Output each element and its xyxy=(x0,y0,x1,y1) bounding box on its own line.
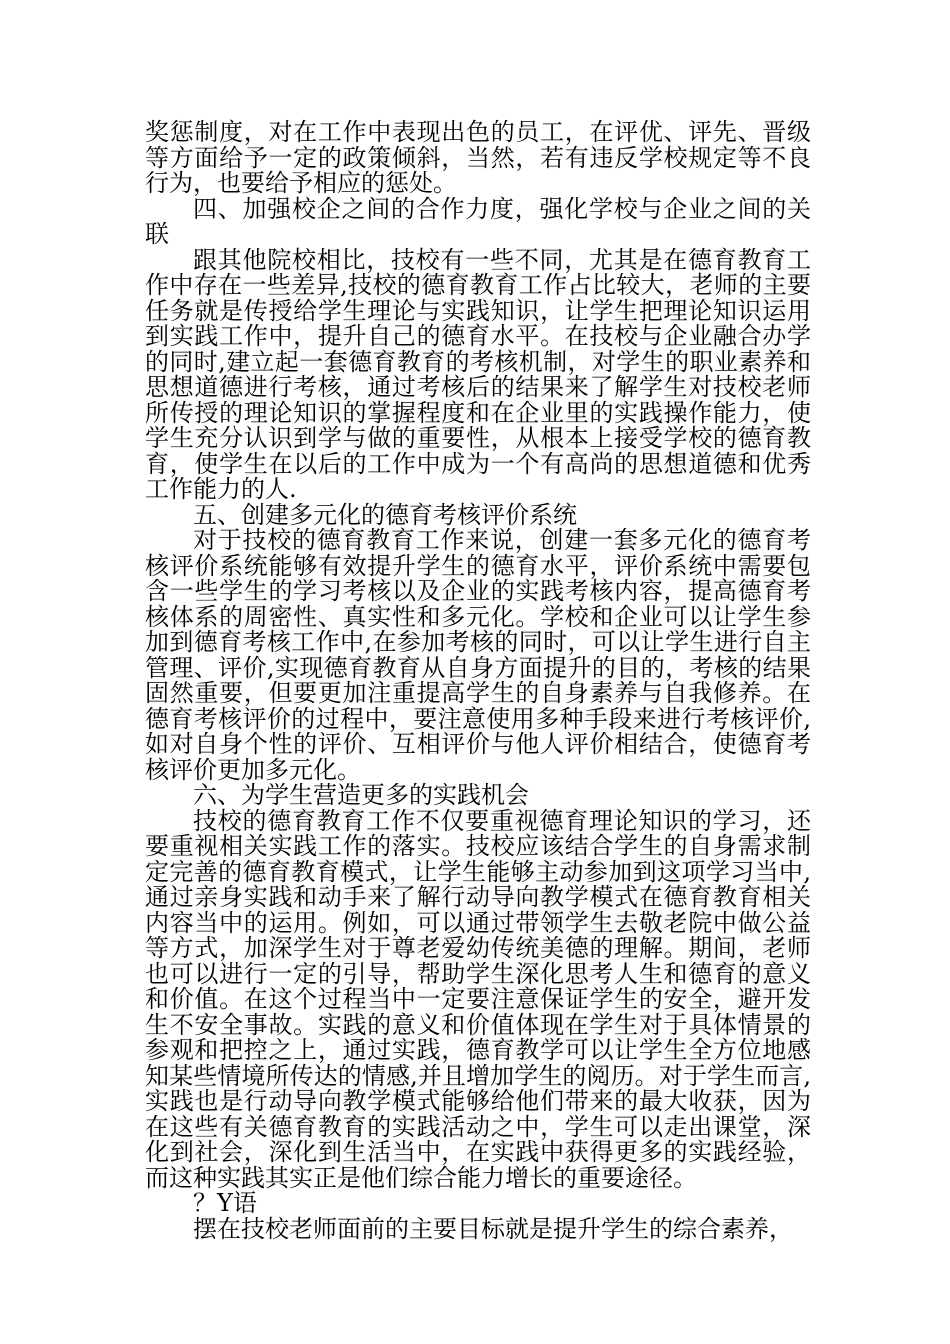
section-heading-5: 五、创建多元化的德育考核评价系统 xyxy=(193,500,577,529)
section-heading-4: 四、加强校企之间的合作力度，强化学校与企业之间的关联 xyxy=(145,194,811,248)
section-heading-conclusion: ？Y语 xyxy=(193,1189,257,1217)
paragraph-practice-opportunities: 技校的德育教育工作不仅要重视德育理论知识的学习，还要重视相关实践工作的落实。技校应该结合学生的自身需求制定完善的德育教育模式，让学生能够主动参加到这项学习当中,通过亲身实践和动手来了解行动导向教学模式在德育教育相关内容当中的运用。例如，可以通过带领学生去敬老院中做公益等方式，加深学生对于尊老爱幼传统美德的理解。期间，老师也可以进行一定的引导，帮助学生深化思考人生和德育的意义和价值。在这个过程当中一定要注意保证学生的安全，避开发生不安全事故。实践的意义和价值体现在学生对于具体情景的参观和把控之上，通过实践，德育教学可以让学生全方位地感知某些情境所传达的情感,并且增加学生的阅历。对于学生而言,实践也是行动导向教学模式能够给他们带来的最大收获，因为在这些有关德育教育的实践活动之中，学生可以走出课堂，深化到社会，深化到生活当中，在实践中获得更多的实践经验，而这种实践其实正是他们综合能力增长的重要途径。 xyxy=(145,806,811,1192)
paragraph-reward-punishment: 奖惩制度，对在工作中表现出色的员工，在评优、评先、晋级等方面给予一定的政策倾斜，当然，若有违反学校规定等不良行为，也要给予相应的惩处。 xyxy=(145,118,811,197)
paragraph-school-enterprise: 跟其他院校相比，技校有一些不同，尤其是在德育教育工作中存在一些差异,技校的德育教育工作占比较大，老师的主要任务就是传授给学生理论与实践知识，让学生把理论知识运用到实践工作中，提升自己的德育水平。在技校与企业融合办学的同时,建立起一套德育教育的考核机制，对学生的职业素养和思想道德进行考核，通过考核后的结果来了解学生对技校老师所传授的理论知识的掌握程度和在企业里的实践操作能力，使学生充分认识到学与做的重要性，从根本上接受学校的德育教育，使学生在以后的工作中成为一个有高尚的思想道德和优秀工作能力的人. xyxy=(145,245,811,503)
document-page xyxy=(145,120,811,1242)
paragraph-conclusion: 摆在技校老师面前的主要目标就是提升学生的综合素养， xyxy=(193,1214,793,1243)
paragraph-evaluation-system: 对于技校的德育教育工作来说，创建一套多元化的德育考核评价系统能够有效提升学生的德育水平，评价系统中需要包含一些学生的学习考核以及企业的实践考核内容，提高德育考核体系的周密性、真实性和多元化。学校和企业可以让学生参加到德育考核工作中,在参加考核的同时，可以让学生进行自主管理、评价,实现德育教育从自身方面提升的目的，考核的结果固然重要，但要更加注重提高学生的自身素养与自我修养。在德育考核评价的过程中，要注意使用多种手段来进行考核评价,如对自身个性的评价、互相评价与他人评价相结合，使德育考核评价更加多元化。 xyxy=(145,526,811,784)
section-heading-6: 六、为学生营造更多的实践机会 xyxy=(193,781,529,809)
